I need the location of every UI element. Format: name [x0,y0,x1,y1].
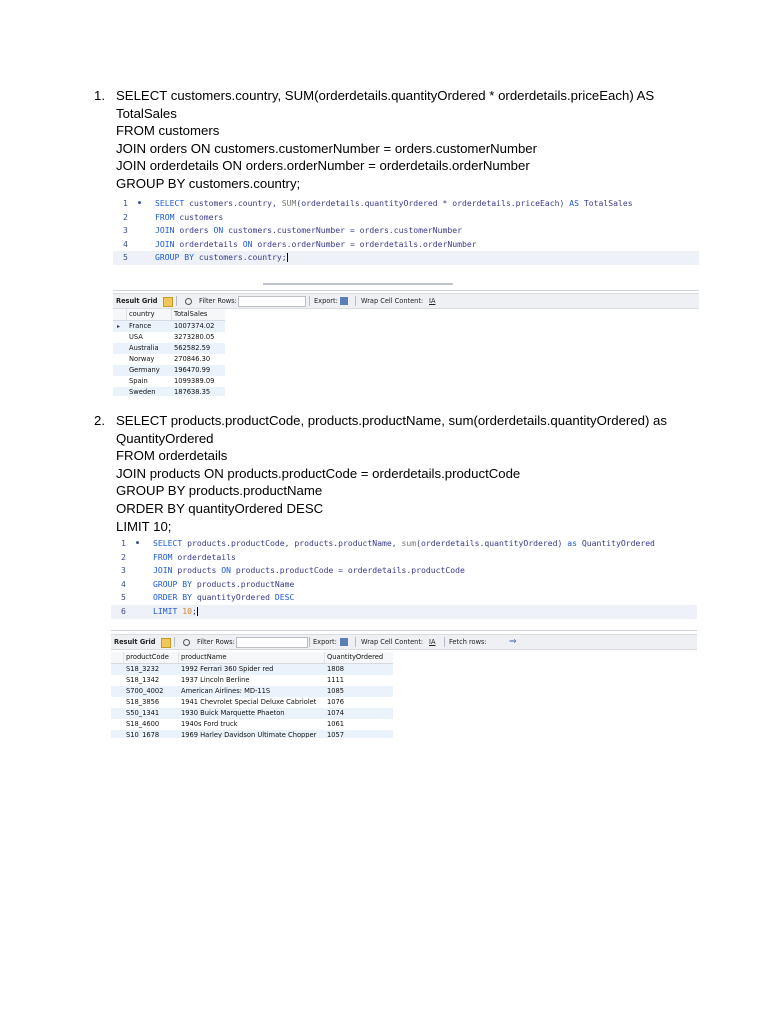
line-number: 4 [123,238,128,249]
table-cell[interactable]: 1057 [327,731,345,738]
sql-line: JOIN orderdetails ON orders.orderNumber = orderdetails.orderNumber [116,158,530,174]
sql-line: LIMIT 10; [116,518,172,534]
code-text [153,537,655,551]
item-number: 1. [94,88,105,103]
table-cell[interactable]: Spain [129,377,148,385]
code-token: (orderdetails.quantityOrdered) [416,538,568,548]
line-number: 1 [121,538,126,548]
table-row[interactable] [111,730,393,738]
row-pointer-icon: ▸ [117,323,121,330]
code-token: orderdetails [172,551,236,562]
result-grid [111,652,697,738]
table-cell[interactable]: 1941 Chevrolet Special Deluxe Cabriolet [181,698,317,706]
code-text [153,564,465,578]
table-cell[interactable]: 1099389.09 [174,377,215,385]
code-line[interactable] [113,238,699,252]
table-row[interactable] [111,708,393,719]
code-token: SELECT [153,538,183,548]
horizontal-scrollbar [263,283,453,285]
code-token: customers.country; [193,252,287,263]
table-row[interactable] [111,686,393,697]
filter-rows-label: Filter Rows: [199,297,237,305]
code-token: (orderdetails.quantityOrdered * orderdetails.priceEach) [296,198,570,208]
result-grid [113,309,699,396]
code-line[interactable] [111,551,697,565]
table-cell[interactable]: Sweden [129,388,156,396]
code-line[interactable] [113,211,699,225]
execution-dot-icon: ● [136,540,140,546]
table-cell[interactable]: S18_3856 [126,698,160,706]
code-token: JOIN [155,238,175,249]
sql-text [116,87,714,193]
code-text [153,605,198,619]
sql-line: JOIN orders ON customers.customerNumber = orders.customerNumber [116,140,538,156]
table-cell[interactable]: S18_4600 [126,720,160,728]
table-row[interactable] [113,321,225,332]
table-cell[interactable]: S10_1678 [126,731,160,738]
line-number: 2 [121,551,126,562]
table-cell[interactable]: 1940s Ford truck [181,720,238,728]
code-text [155,224,462,238]
code-token: orders [174,225,214,236]
table-row[interactable] [113,387,225,396]
code-text [153,578,294,592]
table-cell[interactable]: 196470.99 [174,366,211,374]
sql-line: GROUP BY customers.country; [116,175,301,191]
code-token: ; [192,606,197,616]
code-line[interactable] [113,197,699,211]
code-text [153,591,294,605]
table-row[interactable] [111,719,393,730]
table-row[interactable] [113,332,225,343]
table-cell[interactable]: 1085 [327,687,345,695]
code-text [155,211,223,225]
sql-editor [111,536,697,620]
table-cell[interactable]: Australia [129,344,159,352]
table-cell[interactable]: 1076 [327,698,345,706]
sql-line: SELECT customers.country, SUM(orderdetails.quantityOrdered * orderdetails.priceEach) AS [116,88,655,103]
wrap-cell-label: Wrap Cell Content: [361,297,424,305]
sql-line: ORDER BY quantityOrdered DESC [116,500,324,516]
wrap-cell-icon[interactable]: IA [429,297,436,305]
line-number: 4 [121,578,126,589]
table-row[interactable] [113,365,225,376]
code-token: FROM [153,551,173,562]
filter-rows-input[interactable] [238,296,306,307]
column-header[interactable]: QuantityOrdered [327,653,384,661]
code-token: ORDER BY [153,592,192,603]
code-token: orders.orderNumber = orderdetails.orderNumber [252,238,477,249]
wrap-cell-icon[interactable]: IA [429,638,436,646]
code-token: SUM [281,198,297,208]
code-token: SELECT [155,198,185,208]
workbench-screenshot-2 [111,536,697,738]
workbench-screenshot-1 [113,194,699,396]
line-number: 1 [123,198,128,208]
code-line[interactable] [111,578,697,592]
filter-icon [183,639,190,646]
column-header[interactable]: productName [181,653,227,661]
export-label: Export: [314,297,338,305]
code-token: ON [242,238,253,249]
item-number: 2. [94,413,105,428]
result-toolbar [111,634,697,650]
table-cell[interactable]: 270846.30 [174,355,211,363]
grid-icon[interactable] [161,638,171,648]
code-text [155,238,477,252]
export-icon[interactable] [340,297,348,305]
sql-editor [113,194,699,274]
table-cell[interactable]: 1061 [327,720,345,728]
code-line[interactable] [111,564,697,578]
code-line[interactable] [111,605,697,619]
grid-icon[interactable] [163,297,173,307]
code-token: customers [174,211,224,222]
code-token: customers.country, [184,198,282,208]
grid-header-row [111,652,393,664]
grid-header-row [113,309,225,321]
table-cell[interactable]: S18_1342 [126,676,160,684]
sql-line: SELECT products.productCode, products.productName, sum(orderdetails.quantityOrdered) as [116,413,667,428]
table-cell[interactable]: 1930 Buick Marquette Phaeton [181,709,285,717]
code-token: ON [221,565,231,576]
line-number: 5 [123,252,128,263]
result-grid-tab[interactable]: Result Grid [116,297,158,305]
fetch-next-icon[interactable]: ⇒ [509,637,517,647]
table-cell[interactable]: 187638.35 [174,388,211,396]
code-token: GROUP BY [153,578,192,589]
code-token: orderdetails [174,238,243,249]
code-token: DESC [274,592,295,603]
filter-rows-label: Filter Rows: [197,638,235,646]
code-line[interactable] [111,591,697,605]
filter-icon [185,298,192,305]
table-cell[interactable]: USA [129,333,143,341]
sql-line: FROM customers [116,123,220,139]
text-cursor [197,607,198,616]
code-token: ON [213,225,224,236]
code-token: customers.customerNumber = orders.customerNumber [223,225,463,236]
code-token: JOIN [155,225,175,236]
column-header[interactable]: country [129,310,155,318]
code-line[interactable] [113,251,699,265]
sql-text [116,412,714,535]
code-token: quantityOrdered [191,592,275,603]
code-token: TotalSales [578,198,633,208]
table-cell[interactable]: Norway [129,355,155,363]
line-number: 6 [121,606,126,616]
table-cell[interactable]: S18_3232 [126,665,160,673]
code-token: AS [569,198,579,208]
table-row[interactable] [113,343,225,354]
table-cell[interactable]: S700_4002 [126,687,164,695]
column-header[interactable]: productCode [126,653,169,661]
column-header[interactable]: TotalSales [174,310,208,318]
export-icon[interactable] [340,638,348,646]
execution-dot-icon: ● [138,200,142,206]
list-item-1 [94,87,714,193]
filter-rows-input[interactable] [236,637,308,648]
code-line[interactable] [111,537,697,551]
export-label: Export: [313,638,337,646]
code-text [155,197,633,211]
table-cell[interactable]: 1007374.02 [174,322,215,330]
sql-line: JOIN products ON products.productCode = orderdetails.productCode [116,465,521,481]
table-cell[interactable]: 1074 [327,709,345,717]
code-token: 10 [182,606,192,616]
table-row[interactable] [113,354,225,365]
code-token: products.productCode = orderdetails.productCode [230,565,465,576]
code-token: products.productName [191,578,295,589]
result-toolbar [113,293,699,309]
code-text [153,551,236,565]
text-cursor [287,253,288,262]
table-cell[interactable]: 3273280.05 [174,333,215,341]
code-token: products.productCode, products.productName, [182,538,402,548]
code-token: products [172,565,222,576]
result-grid-tab[interactable]: Result Grid [114,638,156,646]
sql-line: GROUP BY products.productName [116,483,323,499]
code-token: QuantityOrdered [576,538,655,548]
line-number: 2 [123,211,128,222]
code-text [155,251,288,265]
line-number: 3 [123,225,128,236]
table-cell[interactable]: 562582.59 [174,344,211,352]
table-row[interactable] [111,675,393,686]
code-token: GROUP BY [155,252,194,263]
code-token: as [567,538,577,548]
table-cell[interactable]: 1969 Harley Davidson Ultimate Chopper [181,731,317,738]
fetch-rows-label: Fetch rows: [449,638,487,646]
wrap-cell-label: Wrap Cell Content: [361,638,424,646]
table-cell[interactable]: S50_1341 [126,709,160,717]
code-token: FROM [155,211,175,222]
table-cell[interactable]: 1111 [327,676,345,684]
sql-line: FROM orderdetails [116,448,228,464]
table-cell[interactable]: Germany [129,366,160,374]
code-token: JOIN [153,565,173,576]
sql-line: QuantityOrdered [116,430,214,446]
line-number: 3 [121,565,126,576]
table-cell[interactable]: France [129,322,152,330]
table-row[interactable] [111,697,393,708]
sql-line: TotalSales [116,105,177,121]
list-item-2 [94,412,714,535]
table-cell[interactable]: 1992 Ferrari 360 Spider red [181,665,274,673]
table-cell[interactable]: 1808 [327,665,345,673]
code-token: sum [401,538,417,548]
code-line[interactable] [113,224,699,238]
table-row[interactable] [111,664,393,675]
table-cell[interactable]: American Airlines: MD-11S [181,687,271,695]
line-number: 5 [121,592,126,603]
table-cell[interactable]: 1937 Lincoln Berline [181,676,250,684]
code-token: LIMIT [153,606,178,616]
table-row[interactable] [113,376,225,387]
